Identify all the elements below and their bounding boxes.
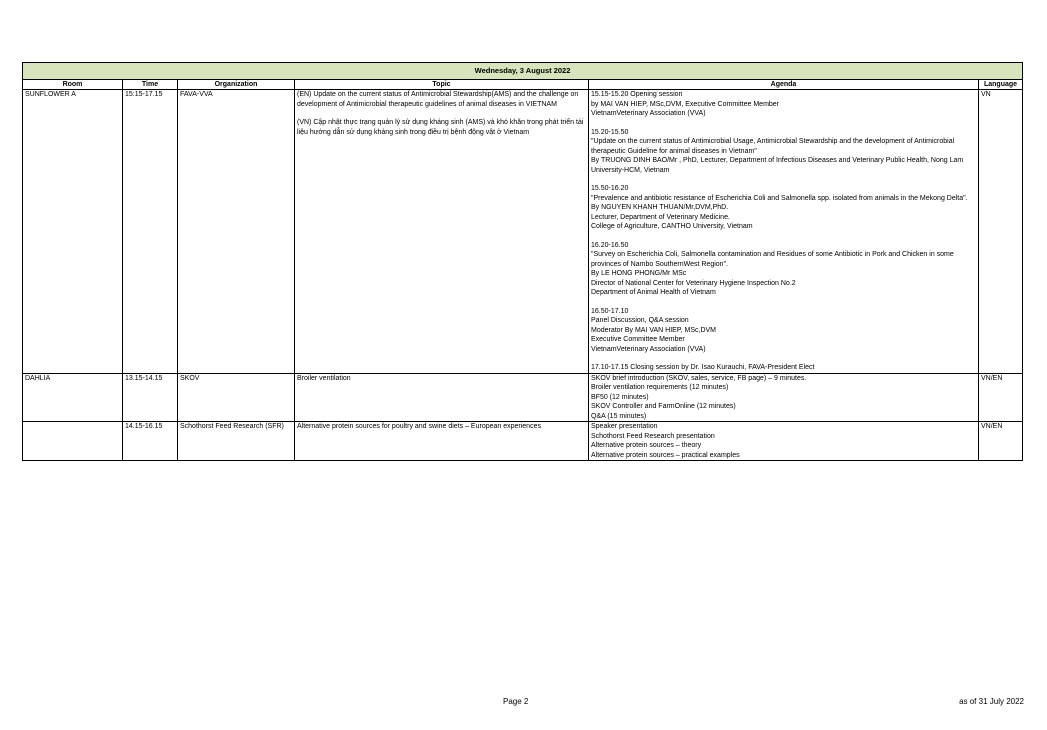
time-cell: 14.15-16.15 [123, 422, 178, 461]
agenda-item: 16.20-16.50 "Survey on Escherichia Coli, Salmonella contamination and Residues of some Antibiotic in Pork and Chicken in some provinces of Nambo SouthernWest Region". By LE HONG PHONG/Mr MSc Director of National Center for Veterinary Hygiene Inspection No.2 Department of Animal Health of Vietnam [591, 241, 954, 296]
language-cell: VN [979, 90, 1023, 374]
room-cell: SUNFLOWER A [23, 90, 123, 374]
agenda-cell [589, 90, 979, 374]
organization-cell: SKOV [178, 373, 295, 422]
topic-cell: Alternative protein sources for poultry and swine diets – European experiences [295, 422, 589, 461]
agenda-cell: SKOV brief introduction (SKOV, sales, service, FB page) – 9 minutes. Broiler ventilation requirements (12 minutes) BF50 (12 minutes) SKOV Controller and FarmOnline (12 minutes) Q&A (15 minutes) [589, 373, 979, 422]
agenda-item: 15.15-15.20 Opening session by MAI VAN HIEP, MSc,DVM, Executive Committee Member VietnamVeterinary Association (VVA) [591, 91, 780, 117]
topic-en: (EN) Update on the current status of Antimicrobial Stewardship(AMS) and the challenge on development of Antimicrobial therapeutic guidelines of animal diseases in VIETNAM [297, 91, 579, 108]
agenda-item: 17.10-17.15 Closing session by Dr. Isao Kurauchi, FAVA-President Elect [591, 364, 815, 371]
organization-cell: FAVA-VVA [178, 90, 295, 374]
time-cell: 13.15-14.15 [123, 373, 178, 422]
language-cell: VN/EN [979, 373, 1023, 422]
table-row [23, 373, 1023, 422]
date-header: Wednesday, 3 August 2022 [23, 63, 1023, 80]
room-cell [23, 422, 123, 461]
language-cell: VN/EN [979, 422, 1023, 461]
agenda-cell: Speaker presentation Schothorst Feed Research presentation Alternative protein sources – theory Alternative protein sources – practical examples [589, 422, 979, 461]
agenda-item: 16.50-17.10 Panel Discussion, Q&A session Moderator By MAI VAN HIEP, MSc,DVM Executive Committee Member VietnamVeterinary Association (VVA) [591, 307, 716, 353]
column-header-room: Room [23, 80, 123, 90]
agenda-item: 15.50-16.20 "Prevalence and antibiotic resistance of Escherichia Coli and Salmonella spp. isolated from animals in the Mekong Delta". By NGUYEN KHANH THUAN/Mr,DVM,PhD. Lecturer, Department of Veterinary Medicine. College of Agriculture, CANTHO University, Vietnam [591, 185, 968, 230]
topic-cell: Broiler ventilation [295, 373, 589, 422]
as-of-date: as of 31 July 2022 [959, 697, 1024, 706]
time-cell: 15:15-17.15 [123, 90, 178, 374]
room-cell: DAHLIA [23, 373, 123, 422]
topic-vn: (VN) Cập nhật thực trạng quản lý sử dụng kháng sinh (AMS) và khó khăn trong phát triển tài liệu hướng dẫn sử dụng kháng sinh trong điều trị bệnh động vật ở Vietnam [297, 119, 584, 136]
table-row [23, 422, 1023, 461]
page-number: Page 2 [503, 697, 529, 706]
schedule-sheet [22, 62, 1022, 461]
column-header-organization: Organization [178, 80, 295, 90]
organization-cell: Schothorst Feed Research (SFR) [178, 422, 295, 461]
topic-cell [295, 90, 589, 374]
schedule-table [22, 62, 1023, 461]
column-header-language: Language [979, 80, 1023, 90]
date-header-row [23, 63, 1023, 80]
column-header-row [23, 80, 1023, 90]
column-header-topic: Topic [295, 80, 589, 90]
column-header-time: Time [123, 80, 178, 90]
column-header-agenda: Agenda [589, 80, 979, 90]
agenda-item: 15.20-15.50 "Update on the current status of Antimicrobial Usage, Antimicrobial Stewardship and the development of Antimicrobial therapeutic Guideline for animal diseases in Vietnam" By TRUONG DINH BAO/Mr , PhD, Lecturer, Department of Infectious Diseases and Veterinary Public Health, Nong Lam University-HCM, Vietnam [591, 128, 964, 174]
table-row [23, 90, 1023, 374]
